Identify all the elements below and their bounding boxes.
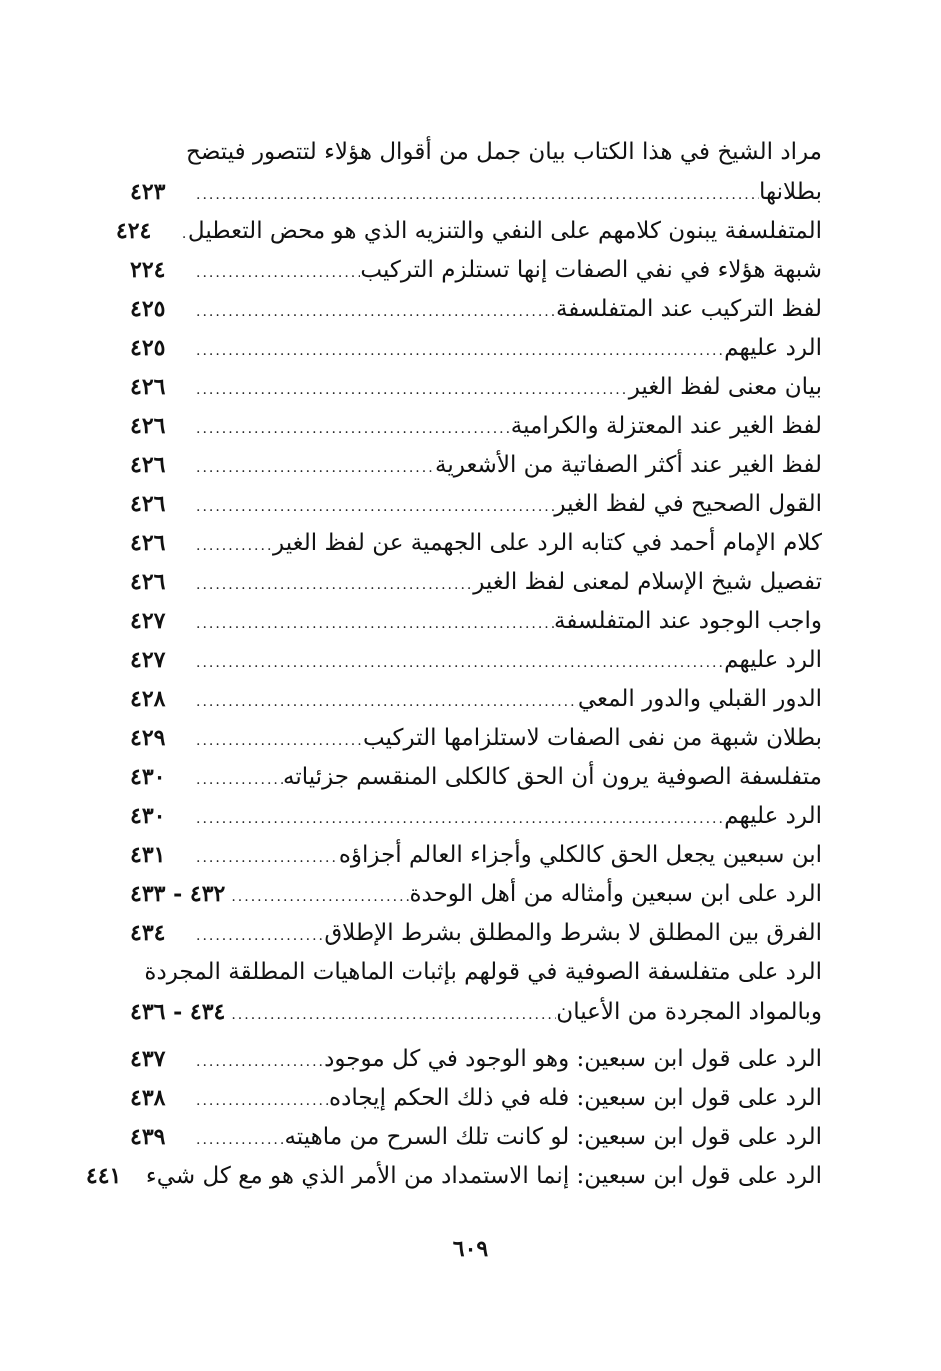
leader-dots (176, 215, 188, 254)
toc-entry (130, 1118, 822, 1157)
toc-entry-page: ٤٢٥ (130, 335, 166, 361)
toc-entry-title: متفلسفة الصوفية يرون أن الحق كالكلى المنقسم جزئياته (283, 764, 822, 790)
toc-entry-title: الرد على متفلسفة الصوفية في قولهم بإثبات الماهيات المطلقة المجردة (144, 959, 822, 985)
toc-entry-title: الفرق بين المطلق لا بشرط والمطلق بشرط الإطلاق (324, 920, 822, 946)
toc-entry-page: ٤٢٥ (130, 296, 166, 322)
toc-entry-title: بيان معنى لفظ الغير (628, 374, 822, 400)
toc-entry-page: ٤٣٤ (130, 920, 166, 946)
toc-entry-page: ٤٢٩ (130, 725, 166, 751)
leader-dots (190, 761, 283, 800)
toc-entry-title: شبهة هؤلاء في نفي الصفات إنها تستلزم التركيب (360, 257, 822, 283)
toc-entry-title: الرد على ابن سبعين وأمثاله من أهل الوحدة (409, 881, 822, 907)
leader-dots (225, 878, 409, 917)
toc-entry-page: ٤٢٦ (130, 530, 166, 556)
toc-entry-title: ابن سبعين يجعل الحق كالكلي وأجزاء العالم أجزاؤه (338, 842, 822, 868)
toc-entry-page: ٤٣٩ (130, 1124, 166, 1150)
table-of-contents (85, 133, 822, 1196)
toc-entry-title: القول الصحيح في لفظ الغير (554, 491, 822, 517)
toc-entry (130, 446, 822, 485)
toc-entry-title: لفظ الغير عند المعتزلة والكرامية (510, 413, 822, 439)
toc-entry (130, 524, 822, 563)
leader-dots (190, 254, 360, 293)
toc-entry (130, 875, 822, 914)
toc-entry (130, 1079, 822, 1118)
toc-entry-title: بطلان شبهة من نفى الصفات لاستلزامها التركيب (362, 725, 822, 751)
toc-entry-page: ٤٣٧ (130, 1046, 166, 1072)
toc-entry (130, 836, 822, 875)
toc-entry-page: ٤٣٨ (130, 1085, 166, 1111)
toc-entry-page: ٤٢٧ (130, 647, 166, 673)
toc-entry-title: الرد عليهم (724, 335, 822, 361)
toc-entry (130, 602, 822, 641)
leader-dots (190, 722, 363, 761)
toc-entry (130, 485, 822, 524)
leader-dots (190, 644, 724, 683)
toc-entry-page: ٤٢٦ (130, 569, 166, 595)
leader-dots (190, 293, 556, 332)
toc-entry (130, 173, 822, 212)
toc-entry-title: وبالمواد المجردة من الأعيان (556, 999, 822, 1025)
toc-entry (130, 641, 822, 680)
toc-entry-title: الرد عليهم (724, 803, 822, 829)
toc-entry-page: ٤٢٨ (130, 686, 166, 712)
toc-entry (130, 563, 822, 602)
toc-entry-title: لفظ التركيب عند المتفلسفة (555, 296, 822, 322)
leader-dots (190, 917, 324, 956)
toc-entry (115, 212, 822, 251)
toc-entry (130, 329, 822, 368)
toc-entry-page: ٤٢٦ (130, 413, 166, 439)
leader-dots (190, 332, 724, 371)
toc-entry-page: ٤٣٠ (130, 764, 166, 790)
toc-entry-page: ٤٢٦ (130, 374, 166, 400)
leader-dots (190, 839, 339, 878)
toc-entry-title: الرد على قول ابن سبعين: إنما الاستمداد من الأمر الذي هو مع كل شيء (145, 1163, 822, 1189)
toc-entry (85, 1157, 822, 1196)
leader-dots (190, 1043, 324, 1082)
page-number: ٦٠٩ (452, 1236, 489, 1262)
toc-entry-title: تفصيل شيخ الإسلام لمعنى لفظ الغير (473, 569, 822, 595)
toc-entry-page: ٢٢٤ (130, 257, 166, 283)
toc-entry-title: المتفلسفة يبنون كلامهم على النفي والتنزيه الذي هو محض التعطيل (187, 218, 822, 244)
toc-entry-page: ٤٢٦ (130, 452, 166, 478)
toc-entry-page: ٤٢٣ (130, 179, 166, 205)
toc-entry-title: الدور القبلي والدور المعي (577, 686, 822, 712)
leader-dots (190, 176, 759, 215)
leader-dots (225, 996, 556, 1035)
leader-dots (190, 527, 273, 566)
toc-entry-page: ٤٣١ (130, 842, 166, 868)
toc-entry (130, 251, 822, 290)
toc-entry-title: بطلانها (758, 179, 822, 205)
toc-entry (130, 993, 822, 1032)
toc-entry (130, 758, 822, 797)
toc-entry-page: ٤٢٧ (130, 608, 166, 634)
toc-entry (130, 914, 822, 953)
leader-dots (190, 1121, 284, 1160)
toc-entry-page: ٤٢٤ (115, 218, 152, 244)
toc-entry (130, 368, 822, 407)
toc-entry-title: الرد على قول ابن سبعين: لو كانت تلك السرح من ماهيته (284, 1124, 822, 1150)
toc-entry-title: الرد على قول ابن سبعين: وهو الوجود في كل موجود (324, 1046, 822, 1072)
leader-dots (190, 488, 554, 527)
leader-dots (190, 683, 578, 722)
toc-entry (130, 680, 822, 719)
toc-entry-page: ٤٣٢ - ٤٣٣ (130, 881, 226, 907)
toc-entry (130, 1040, 822, 1079)
leader-dots (190, 566, 473, 605)
toc-entry (130, 953, 822, 993)
toc-entry (130, 133, 822, 173)
leader-dots (190, 605, 554, 644)
toc-entry-title: الرد على قول ابن سبعين: فله في ذلك الحكم إيجاده (329, 1085, 822, 1111)
toc-entry-title: كلام الإمام أحمد في كتابه الرد على الجهمية عن لفظ الغير (273, 530, 822, 556)
toc-entry (130, 407, 822, 446)
toc-entry-page: ٤٤١ (85, 1163, 122, 1189)
leader-dots (190, 800, 724, 839)
toc-entry-title: واجب الوجود عند المتفلسفة (554, 608, 822, 634)
leader-dots (190, 371, 629, 410)
leader-dots (190, 1082, 329, 1121)
toc-entry-title: مراد الشيخ في هذا الكتاب بيان جمل من أقوال هؤلاء لتتصور فيتضح (185, 139, 822, 165)
toc-entry-page: ٤٢٦ (130, 491, 166, 517)
leader-dots (190, 449, 435, 488)
toc-entry-title: لفظ الغير عند أكثر الصفاتية من الأشعرية (435, 452, 822, 478)
toc-entry-page: ٤٣٤ - ٤٣٦ (130, 999, 226, 1025)
toc-entry (130, 290, 822, 329)
leader-dots (190, 410, 511, 449)
toc-entry-title: الرد عليهم (724, 647, 822, 673)
toc-entry-page: ٤٣٠ (130, 803, 166, 829)
toc-entry (130, 719, 822, 758)
toc-entry (130, 797, 822, 836)
